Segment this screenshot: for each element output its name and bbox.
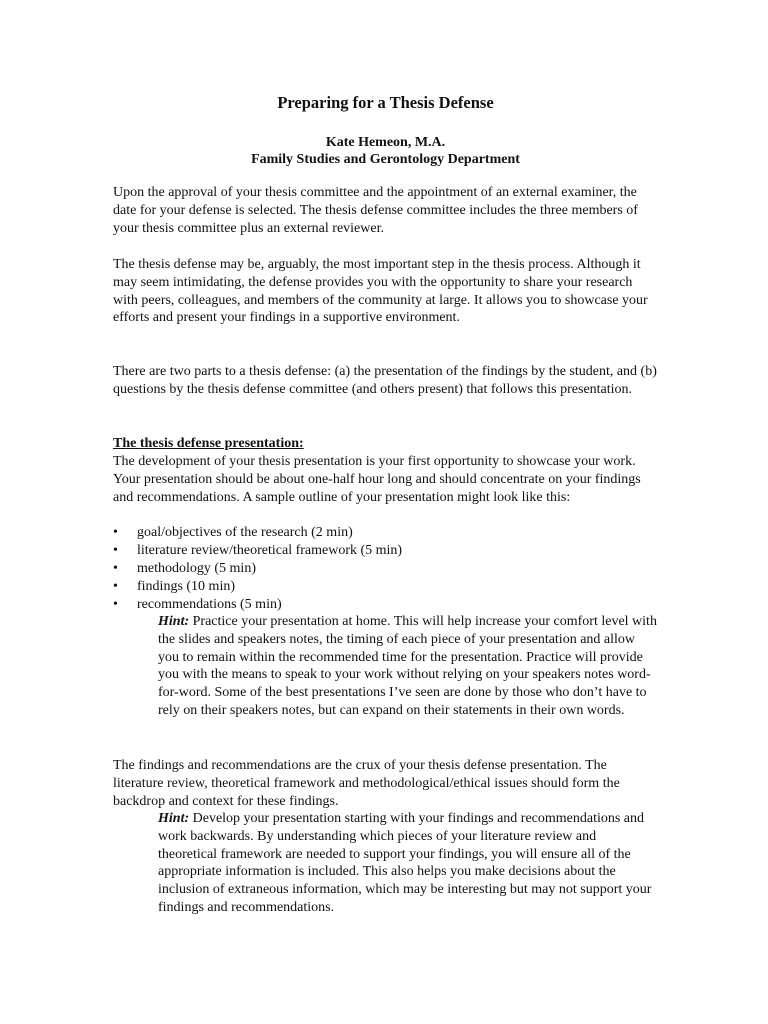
list-item-text: methodology (5 min) xyxy=(137,560,256,576)
document-title: Preparing for a Thesis Defense xyxy=(277,93,494,112)
bullet-icon: • xyxy=(113,578,118,594)
list-item xyxy=(113,524,658,542)
list-item xyxy=(113,542,658,560)
hint-text: Practice your presentation at home. This will help increase your comfort level with the slides and speakers notes, the timing of each piece of your presentation and allow you to remain within the recommended time for the presentation. Practice will provide you with the means to speak to your work without relying on your speakers notes word-for-word. Some of the best presentations I’ve seen are done by those who don’t have to rely on their speakers notes, but can expand on their statements in their own words. xyxy=(158,614,657,718)
section-heading: The thesis defense presentation: xyxy=(113,436,304,451)
list-item xyxy=(113,560,658,578)
department-name: Family Studies and Gerontology Department xyxy=(251,152,520,167)
list-item-text: literature review/theoretical framework (5 min) xyxy=(137,542,403,558)
bullet-icon: • xyxy=(113,525,118,540)
list-item-text: goal/objectives of the research (2 min) xyxy=(137,525,353,540)
presentation-outline-list xyxy=(113,524,658,614)
intro-paragraph-parts: There are two parts to a thesis defense: (a) the presentation of the findings by the student, and (b) questions by the thesis defense committee (and others present) that follows this presentation. xyxy=(113,364,657,397)
findings-paragraph: The findings and recommendations are the crux of your thesis defense presentation. The literature review, theoretical framework and methodological/ethical issues should form the backdrop and context for these findings. xyxy=(113,758,620,809)
list-item xyxy=(113,578,658,596)
intro-paragraph-importance: The thesis defense may be, arguably, the most important step in the thesis process. Although it may seem intimidating, the defense provides you with the opportunity to share your research with peers, colleagues, and members of the community at large. It allows you to showcase your efforts and present your findings in a supportive environment. xyxy=(113,257,648,326)
list-item xyxy=(113,596,658,614)
hint-text: Develop your presentation starting with your findings and recommendations and work backwards. By understanding which pieces of your literature review and theoretical framework are needed to support your findings, you will ensure all of the appropriate information is included. This also helps you make decisions about the inclusion of extraneous information, which may be interesting but may not support your findings and recommendations. xyxy=(158,811,652,915)
hint-label: Hint: xyxy=(158,614,190,629)
bullet-icon: • xyxy=(113,542,118,558)
hint-work-backwards xyxy=(158,810,658,917)
hint-practice xyxy=(158,613,658,720)
intro-paragraph-approval: Upon the approval of your thesis committee and the appointment of an external examiner, the date for your defense is selected. The thesis defense committee includes the three members of your thesis committee plus an external reviewer. xyxy=(113,185,638,236)
list-item-text: findings (10 min) xyxy=(137,578,235,594)
list-item-text: recommendations (5 min) xyxy=(137,596,282,612)
bullet-icon: • xyxy=(113,560,118,576)
hint-label: Hint: xyxy=(158,811,190,826)
section-intro-paragraph: The development of your thesis presentation is your first opportunity to showcase your work. Your presentation should be about one-half hour long and should concentrate on your findings and recommendations. A sample outline of your presentation might look like this: xyxy=(113,454,641,505)
bullet-icon: • xyxy=(113,596,118,612)
author-name: Kate Hemeon, M.A. xyxy=(325,135,446,150)
